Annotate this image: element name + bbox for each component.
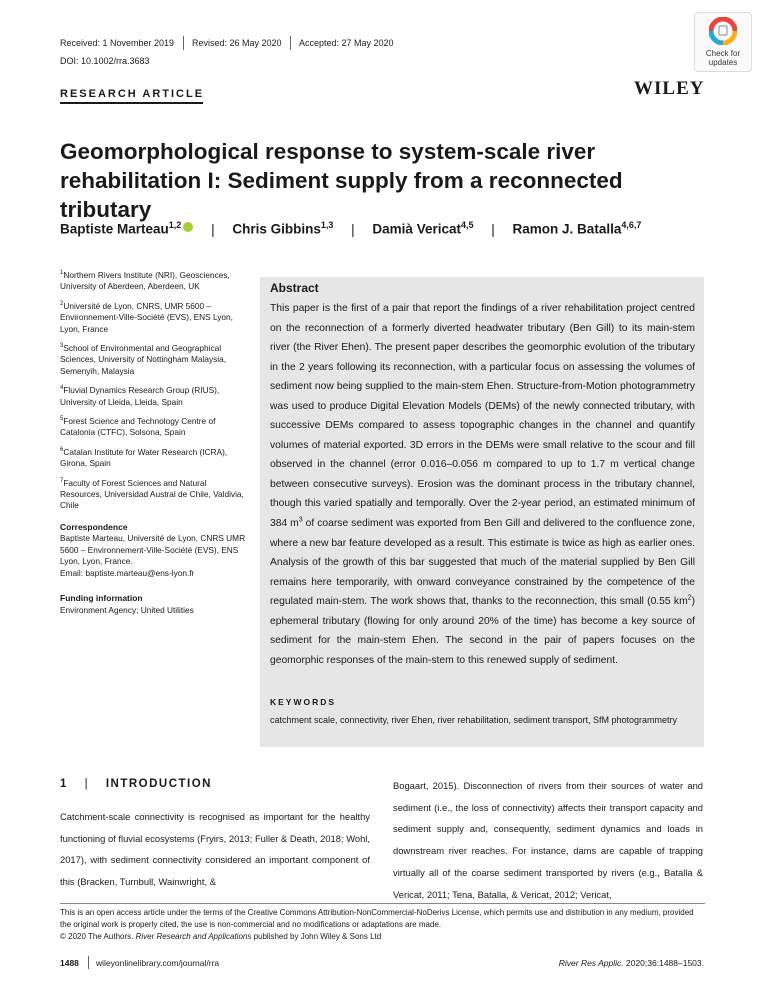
footer-divider xyxy=(88,956,89,969)
footnote-rule xyxy=(60,903,705,904)
section-number: 1 xyxy=(60,778,68,790)
author-affiliation-ref: 4,6,7 xyxy=(621,220,642,230)
author-name[interactable]: Ramon J. Batalla xyxy=(512,221,622,237)
keywords-text: catchment scale, connectivity, river Ehen, river rehabilitation, sediment transport, SfM photogrammetry xyxy=(270,715,678,725)
orcid-icon[interactable] xyxy=(183,222,193,232)
article-title: Geomorphological response to system-scale river rehabilitation I: Sediment supply from a reconnected tributary xyxy=(60,139,623,222)
header-divider xyxy=(183,36,184,50)
section-heading xyxy=(60,778,212,790)
keywords-heading: KEYWORDS xyxy=(270,697,337,707)
abstract-text: This paper is the first of a pair that report the findings of a river rehabilitation project centred on the reconnection of a formerly diverted headwater tributary (Ben Gill) to its main-stem river (the River Ehen). The present paper describes the geomorphic evolution of the tributary in the 2 years following its reconnection, with a particular focus on assessing the volumes of sediment now being supplied to the main-stem Ehen. Structure-from-Motion photogrammetry was used to produce Digital Elevation Models (DEMs) of the newly connected tributary, with successive DEMs compared to assess topographic changes in the channel and quantify volumes of material exported. 3D errors in the DEMs were small relative to the scour and fill observed in the channel (error 0.016–0.056 m compared to up to 1.7 m vertical change between consecutive surveys). Erosion was the dominant process in the tributary channel, though this varied spatially and temporally. Over the 2-year period, an estimated minimum of 384 $m^3$ of coarse sediment was exported from Ben Gill and delivered to the confluence zone, where a new bar feature developed as a result. This estimate is twice as high as earlier ones. Analysis of the growth of this bar suggested that much of the material supplied by Ben Gill remains here temporarily, with onward conveyance constrained by the competence of the regulated main-stem. The work shows that, thanks to the reconnection, this small (0.55 $km^2$) ephemeral tributary (flowing for only around 20% of the time) has become a key source of sediment for the main-stem Ehen. The second in the pair of papers focuses on the geomorphic responses of the main-stem to this renewed supply of sediment. xyxy=(270,303,695,666)
body-column-right: Bogaart, 2015). Disconnection of rivers from their sources of water and sediment (i.e., the loss of connectivity) affects their transport capacity and sediment supply and, consequently, sediment dynamics and loads in downstream river reaches. For instance, dams are capable of trapping virtually all of the coarse sediment transported by rivers (e.g., Batalla & Vericat, 2011; Tena, Batalla, & Vericat, 2012; Vericat, xyxy=(393,780,703,900)
article-type: RESEARCH ARTICLE xyxy=(60,88,205,100)
section-title: INTRODUCTION xyxy=(105,778,212,790)
correspondence-email[interactable]: Email: baptiste.marteau@ens-lyon.fr xyxy=(60,567,195,578)
abstract-box xyxy=(260,277,704,747)
check-updates-icon xyxy=(709,17,737,45)
abstract-heading: Abstract xyxy=(270,281,319,295)
affiliation: $^6$Catalan Institute for Water Research (ICRA), Girona, Spain xyxy=(60,446,228,469)
accepted-date: Accepted: 27 May 2020 xyxy=(299,38,394,48)
license-footnote xyxy=(60,907,705,943)
author-separator: | xyxy=(211,221,215,237)
author-separator: | xyxy=(491,221,495,237)
author-list xyxy=(60,220,641,237)
funding-heading: Funding information xyxy=(60,593,143,604)
doi[interactable]: DOI: 10.1002/rra.3683 xyxy=(60,56,150,66)
author-affiliation-ref: 1,3 xyxy=(320,220,334,230)
author-name[interactable]: Baptiste Marteau xyxy=(60,221,169,237)
received-date: Received: 1 November 2019 xyxy=(60,38,175,48)
author-separator: | xyxy=(351,221,355,237)
header-divider xyxy=(290,36,291,50)
correspondence-heading: Correspondence xyxy=(60,521,128,532)
copyright-line: © 2020 The Authors. River Research and Applications published by John Wiley & Sons Ltd xyxy=(60,932,382,941)
check-for-updates-badge[interactable] xyxy=(694,12,752,72)
article-type-underline xyxy=(60,102,203,104)
license-text: This is an open access article under the terms of the Creative Commons Attribution-NonCommercial-NoDerivs License, which permits use and distribution in any medium, provided the original work is properly cited, the use is non-commercial and no modifications or adaptations are made. xyxy=(60,908,694,929)
author-affiliation-ref: 1,2 xyxy=(168,220,182,230)
journal-url[interactable]: wileyonlinelibrary.com/journal/rra xyxy=(96,958,220,968)
section-separator: | xyxy=(84,778,90,790)
page-number: 1488 xyxy=(60,958,79,968)
author-affiliation-ref: 4,5 xyxy=(460,220,474,230)
correspondence-address: Baptiste Marteau, Université de Lyon, CNRS UMR 5600 – Environnement-Ville-Société (EVS), ENS Lyon, Lyon, France. xyxy=(60,533,246,567)
affiliation: $^1$Northern Rivers Institute (NRI), Geosciences, University of Aberdeen, Aberdeen, UK xyxy=(60,269,230,292)
affiliation: $^4$Fluvial Dynamics Research Group (RIUS), University of Lleida, Lleida, Spain xyxy=(60,385,220,407)
affiliation: $^5$Forest Science and Technology Centre of Catalonia (CTFC), Solsona, Spain xyxy=(60,415,216,438)
affiliation: $^3$School of Environmental and Geographical Sciences, University of Nottingham Malaysia, Semenyih, Malaysia xyxy=(60,342,227,376)
publisher-logo: WILEY xyxy=(634,78,705,99)
affiliation: $^2$Université de Lyon, CNRS, UMR 5600 – Environnement-Ville-Société (EVS), ENS Lyon, Lyon, France xyxy=(60,300,233,334)
affiliations-column xyxy=(60,268,250,616)
body-column-left: Catchment-scale connectivity is recognised as important for the healthy functioning of fluvial ecosystems (Fryirs, 2013; Fuller & Death, 2018; Wohl, 2017), with sediment connectivity considered an important component of this (Bracken, Turnbull, Wainwright, & xyxy=(60,811,370,888)
check-updates-label: Check for updates xyxy=(705,49,741,67)
author-name[interactable]: Damià Vericat xyxy=(372,221,461,237)
revised-date: Revised: 26 May 2020 xyxy=(192,38,282,48)
funding-text: Environment Agency; United Utilities xyxy=(60,604,194,615)
affiliation: $^7$Faculty of Forest Sciences and Natural Resources, Universidad Austral de Chile, Valdivia, Chile xyxy=(60,477,244,511)
citation: River Res Applic. 2020;36:1488–1503. xyxy=(558,958,704,968)
author-name[interactable]: Chris Gibbins xyxy=(232,221,321,237)
